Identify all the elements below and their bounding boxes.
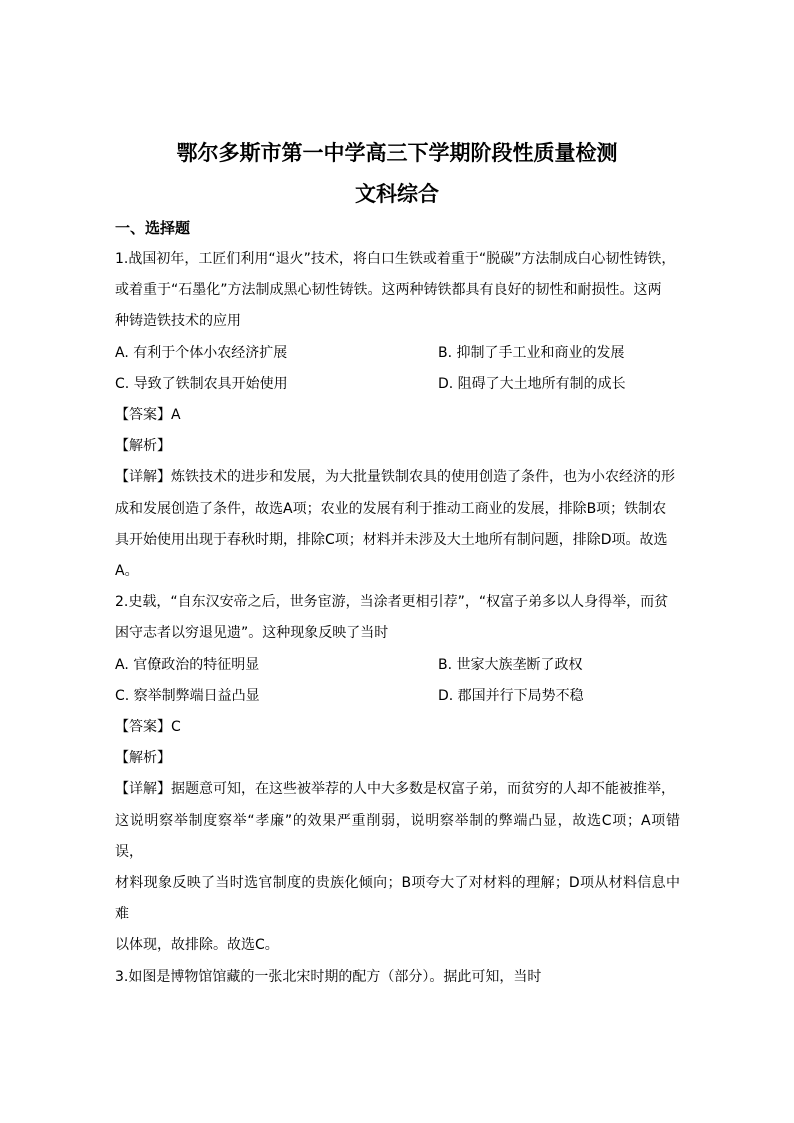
q1-options-row (115, 369, 680, 400)
q1-option-c: C. 导致了铁制农具开始使用 (115, 375, 288, 392)
q1-detail-line: 具开始使用出现于春秋时期，排除C项；材料并未涉及大土地所有制问题，排除D项。故选 (115, 531, 668, 548)
q2-stem-line: 困守志者以穷退见遗”。这种现象反映了当时 (115, 625, 389, 642)
q2-stem-line: 2.史载，“自东汉安帝之后，世务宦游，当涂者更相引荐”，“权富子弟多以人身得举，而贫 (115, 594, 669, 611)
q1-analysis-heading: 【解析】 (115, 438, 171, 455)
q2-option-d: D. 郡国并行下局势不稳 (438, 687, 584, 704)
q2-option-a: A. 官僚政治的特征明显 (115, 656, 260, 673)
section-heading: 一、选择题 (115, 219, 191, 237)
q1-answer: 【答案】A (115, 407, 181, 424)
q3-stem-line: 3.如图是博物馆馆藏的一张北宋时期的配方（部分）。据此可知，当时 (115, 968, 542, 985)
q2-detail-line: 以体现，故排除。故选C。 (115, 937, 279, 954)
q2-option-c: C. 察举制弊端日益凸显 (115, 687, 260, 704)
document-subtitle: 文科综合 (355, 181, 439, 206)
q2-option-b: B. 世家大族垄断了政权 (438, 656, 583, 673)
q2-detail-line: 这说明察举制度察举“孝廉”的效果严重削弱，说明察举制的弊端凸显，故选C项；A项错误， (115, 812, 680, 860)
q2-options-row (115, 650, 680, 681)
q1-detail-line: 成和发展创造了条件，故选A项；农业的发展有利于推动工商业的发展，排除B项；铁制农 (115, 500, 667, 517)
q2-detail-line: 材料现象反映了当时选官制度的贵族化倾向；B项夸大了对材料的理解；D项从材料信息中难 (115, 875, 680, 923)
q1-detail-line: A。 (115, 563, 139, 580)
q1-stem-line: 种铸造铁技术的应用 (115, 313, 241, 330)
q1-option-b: B. 抑制了手工业和商业的发展 (438, 344, 625, 361)
q1-option-a: A. 有利于个体小农经济扩展 (115, 344, 288, 361)
q1-detail-line: 【详解】炼铁技术的进步和发展，为大批量铁制农具的使用创造了条件，也为小农经济的形 (115, 469, 675, 486)
q1-option-d: D. 阻碍了大土地所有制的成长 (438, 375, 626, 392)
q1-options-row (115, 338, 680, 369)
q1-stem-line: 1.战国初年，工匠们利用“退火”技术，将白口生铁或着重于“脱碳”方法制成白心韧性铸铁， (115, 251, 676, 267)
document-title: 鄂尔多斯市第一中学高三下学期阶段性质量检测 (176, 140, 618, 165)
q1-stem-line: 或着重于“石墨化”方法制成黑心韧性铸铁。这两种铸铁都具有良好的韧性和耐损性。这两 (115, 282, 662, 299)
q2-options-row (115, 681, 680, 712)
q2-answer: 【答案】C (115, 719, 181, 736)
document-body (115, 244, 680, 993)
q2-analysis-heading: 【解析】 (115, 750, 171, 767)
q2-detail-line: 【详解】据题意可知，在这些被举荐的人中大多数是权富子弟，而贫穷的人却不能被推举， (115, 781, 675, 798)
